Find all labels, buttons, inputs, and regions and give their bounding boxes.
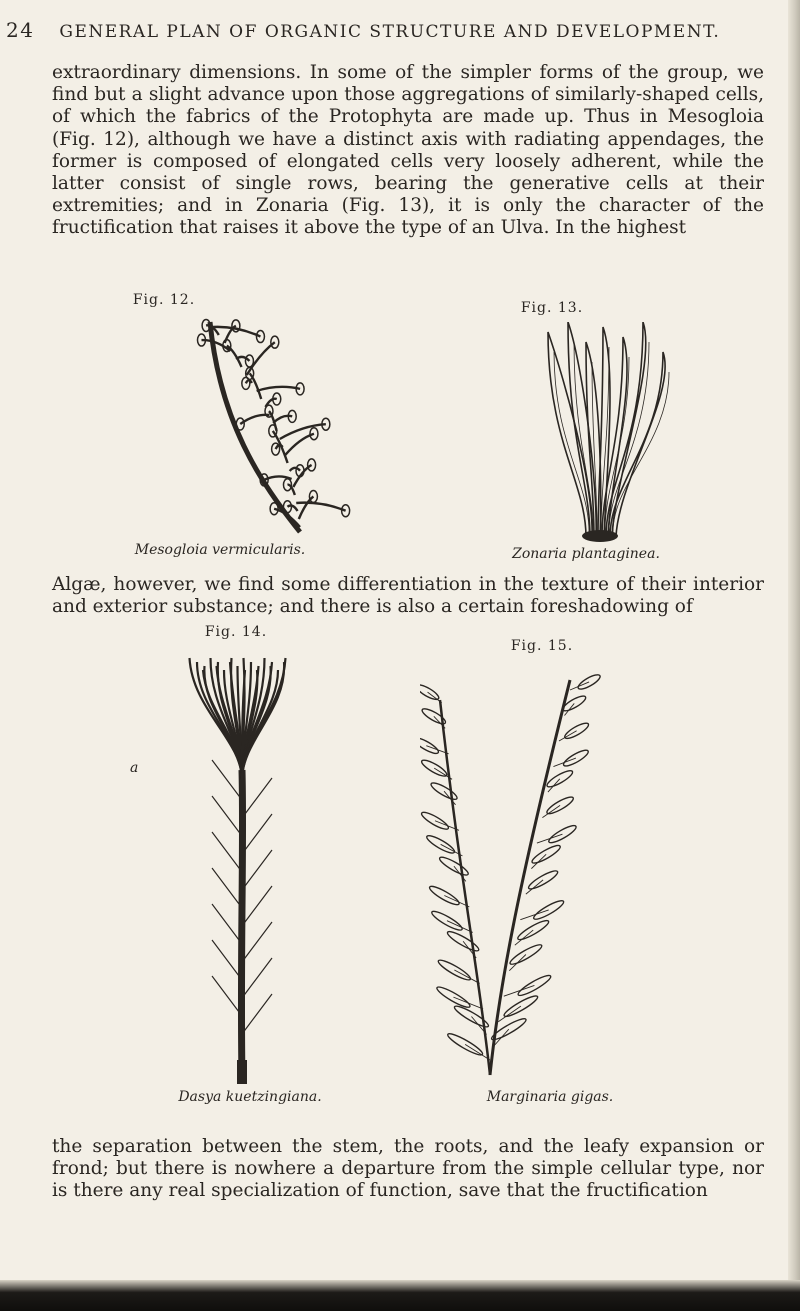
figure-14-illustration	[182, 650, 302, 1086]
figure-14-label: Fig. 14.	[204, 624, 268, 640]
paragraph-3: the separation between the stem, the roots, and the leafy expansion or frond; but there is nowhere a departure from the simple cellular type, nor is there any real specialization of function, save that the fructification	[52, 1136, 764, 1202]
figure-15-illustration	[420, 660, 630, 1080]
figure-15-label: Fig. 15.	[510, 638, 574, 654]
figure-12-label: Fig. 12.	[132, 292, 196, 308]
paragraph-2: Algæ, however, we find some differentiation in the texture of their interior and exterior substance; and there is also a certain foreshadowing of	[52, 574, 764, 618]
paragraph-1: extraordinary dimensions. In some of the simpler forms of the group, we find but a slight advance upon those aggregations of similarly-shaped cells, of which the fabrics of the Protophyta are made up. Thus in Mesogloia (Fig. 12), although we have a distinct axis with radiating appendages, the former is composed of elongated cells very loosely adherent, while the latter consist of single rows, bearing the generative cells at their extremities; and in Zonaria (Fig. 13), it is only the character of the fructification that raises it above the type of an Ulva. In the highest	[52, 62, 764, 239]
figure-14-marker: a	[130, 760, 139, 776]
page-edge	[788, 0, 800, 1311]
page-number: 24	[6, 18, 35, 42]
figure-15-caption: Marginaria gigas.	[486, 1089, 614, 1105]
running-head	[6, 18, 786, 42]
running-head-title: GENERAL PLAN OF ORGANIC STRUCTURE AND DEVELOPMENT.	[59, 22, 721, 42]
figure-13-illustration	[528, 322, 678, 544]
figure-13-caption: Zonaria plantaginea.	[512, 546, 660, 562]
figure-12-caption: Mesogloia vermicularis.	[134, 542, 306, 558]
figure-14-caption: Dasya kuetzingiana.	[178, 1089, 322, 1105]
figure-13-label: Fig. 13.	[520, 300, 584, 316]
figure-12-illustration	[150, 312, 360, 537]
page-bottom-edge	[0, 1280, 800, 1311]
